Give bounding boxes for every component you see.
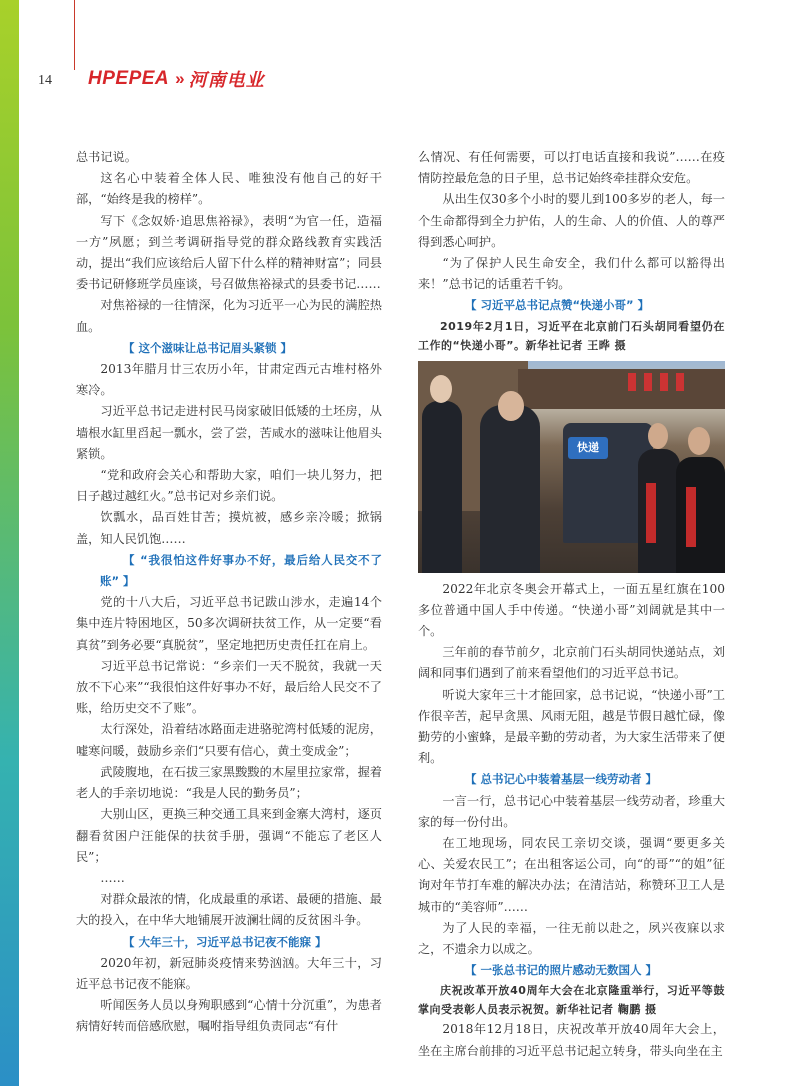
photo-courier-head bbox=[648, 423, 668, 449]
paragraph: 太行深处，沿着结冰路面走进骆驼湾村低矮的泥房，嘘寒问暖，鼓励乡亲们“只要有信心，黄土变成金”； bbox=[76, 722, 382, 758]
paragraph: 听说大家年三十才能回家，总书记说，“快递小哥”工作很辛苦，起早贪黑、风雨无阻，越是节假日越忙碌，像勤劳的小蜜蜂，是最辛勤的劳动者，为大家生活带来了便利。 bbox=[418, 687, 725, 766]
paragraph: 写下《念奴娇·追思焦裕禄》，表明“为官一任，造福一方”夙愿；到兰考调研指导党的群众路线教育实践活动，提出“我们应该给后人留下什么样的精神财富”；同县委书记研修班学员座谈，号召做焦裕禄式的县委书记…… bbox=[76, 213, 382, 292]
photo-courier bbox=[676, 457, 725, 573]
news-photo-courier-visit bbox=[418, 361, 725, 573]
photo-caption: 2019年2月1日，习近平在北京前门石头胡同看望仍在工作的“快递小哥”。新华社记者 王晔 摄 bbox=[418, 319, 725, 352]
photo-person bbox=[422, 401, 462, 573]
paragraph: 2013年腊月廿三农历小年，甘肃定西元古堆村格外寒冷。 bbox=[76, 362, 382, 398]
paragraph: 2020年初，新冠肺炎疫情来势汹汹。大年三十，习近平总书记夜不能寐。 bbox=[76, 955, 382, 991]
section-heading: 【 这个滋味让总书记眉头紧锁 】 bbox=[123, 340, 293, 355]
side-color-bar bbox=[0, 0, 19, 1086]
paragraph: 2022年北京冬奥会开幕式上，一面五星红旗在100多位普通中国人手中传递。“快递小哥”刘阔就是其中一个。 bbox=[418, 581, 725, 639]
section-heading: 【 习近平总书记点赞“快递小哥” 】 bbox=[465, 298, 650, 313]
paragraph: 习近平总书记走进村民马岗家破旧低矮的土坯房，从墙根水缸里舀起一瓢水，尝了尝，苦咸水的滋味让他眉头紧锁。 bbox=[76, 404, 382, 461]
logo-chinese: 河南电业 bbox=[188, 70, 265, 91]
paragraph: 大别山区，更换三种交通工具来到金寨大湾村，逐页翻看贫困户汪能保的扶贫手册，强调“不能忘了老区人民”； bbox=[76, 807, 382, 864]
paragraph: 么情况、有任何需要，可以打电话直接和我说”……在疫情防控最危急的日子里，总书记始终牵挂群众安危。 bbox=[418, 150, 725, 186]
section-heading: 【 大年三十，习近平总书记夜不能寐 】 bbox=[123, 934, 327, 949]
left-column bbox=[76, 147, 382, 1038]
paragraph: 为了人民的幸福，一往无前以赴之，夙兴夜寐以求之，不遗余力以成之。 bbox=[418, 920, 725, 957]
logo-english: HPEPEA bbox=[88, 68, 170, 89]
logo-separator: » bbox=[175, 69, 185, 88]
section-heading: 【 “我很怕这件好事办不好，最后给人民交不了账” 】 bbox=[100, 552, 382, 589]
section-heading: 【 总书记心中装着基层一线劳动者 】 bbox=[465, 772, 658, 787]
paragraph: 对焦裕禄的一往情深，化为习近平一心为民的满腔热血。 bbox=[76, 298, 382, 334]
photo-courier bbox=[638, 449, 680, 573]
photo-vehicle-sign: 快递 bbox=[568, 437, 608, 459]
photo-lanterns bbox=[628, 373, 688, 391]
photo-person bbox=[480, 405, 540, 573]
magazine-logo bbox=[88, 67, 265, 91]
paragraph: “为了保护人民生命安全，我们什么都可以豁得出来！”总书记的话重若千钧。 bbox=[418, 256, 725, 292]
paragraph: …… bbox=[100, 870, 125, 885]
paragraph: 饮瓢水，品百姓甘苦；摸炕被，感乡亲冷暖；掀锅盖，知人民饥饱…… bbox=[76, 510, 382, 546]
paragraph: 党的十八大后，习近平总书记跋山涉水，走遍14个集中连片特困地区，50多次调研扶贫工作，从一定要“看真贫”到务必要“真脱贫”，坚定地把历史责任扛在肩上。 bbox=[76, 595, 382, 652]
photo-courier-stripe bbox=[686, 487, 696, 547]
right-column bbox=[418, 147, 725, 1062]
paragraph: 总书记说。 bbox=[76, 150, 137, 164]
photo-person-head bbox=[498, 391, 524, 421]
header-divider bbox=[74, 0, 75, 70]
paragraph: 在工地现场，同农民工亲切交谈，强调“要更多关心、关爱农民工”；在出租客运公司，向“的哥”“的姐”征询对年节打车难的解决办法；在清洁站，称赞环卫工人是城市的“美容师”…… bbox=[418, 836, 725, 914]
photo-roof bbox=[518, 369, 725, 409]
paragraph: 一言一行，总书记心中装着基层一线劳动者，珍重大家的每一份付出。 bbox=[418, 793, 725, 829]
photo-courier-stripe bbox=[646, 483, 656, 543]
paragraph: 听闻医务人员以身殉职感到“心情十分沉重”，为患者病情好转而倍感欣慰，嘱咐指导组负责同志“有什 bbox=[76, 998, 382, 1034]
paragraph: 三年前的春节前夕，北京前门石头胡同快递站点，刘阔和同事们遇到了前来看望他们的习近平总书记。 bbox=[418, 645, 725, 681]
paragraph: 武陵腹地，在石拔三家黑黢黢的木屋里拉家常，握着老人的手亲切地说：“我是人民的勤务员”； bbox=[76, 764, 382, 801]
photo-caption: 庆祝改革开放40周年大会在北京隆重举行，习近平等鼓掌向受表彰人员表示祝贺。新华社记者 鞠鹏 摄 bbox=[418, 984, 725, 1017]
paragraph: 从出生仅30多个小时的婴儿到100多岁的老人，每一个生命都得到全力护佑，人的生命、人的价值、人的尊严得到悉心呵护。 bbox=[418, 192, 725, 249]
paragraph: 2018年12月18日，庆祝改革开放40周年大会上，坐在主席台前排的习近平总书记起立转身，带头向坐在主 bbox=[418, 1022, 725, 1058]
page-number: 14 bbox=[38, 73, 52, 88]
paragraph: 习近平总书记常说：“乡亲们一天不脱贫，我就一天放不下心来”“我很怕这件好事办不好，最后给人民交不了账，给历史交不了账”。 bbox=[76, 658, 382, 716]
paragraph: 这名心中装着全体人民、唯独没有他自己的好干部，“始终是我的榜样”。 bbox=[76, 171, 382, 207]
photo-courier-head bbox=[688, 427, 710, 455]
photo-person-head bbox=[430, 375, 452, 403]
paragraph: “党和政府会关心和帮助大家，咱们一块儿努力，把日子越过越红火。”总书记对乡亲们说。 bbox=[76, 468, 382, 504]
section-heading: 【 一张总书记的照片感动无数国人 】 bbox=[465, 963, 658, 978]
paragraph: 对群众最浓的情，化成最重的承诺、最硬的措施、最大的投入，在中华大地铺展开波澜壮阔的反贫困斗争。 bbox=[76, 892, 382, 928]
